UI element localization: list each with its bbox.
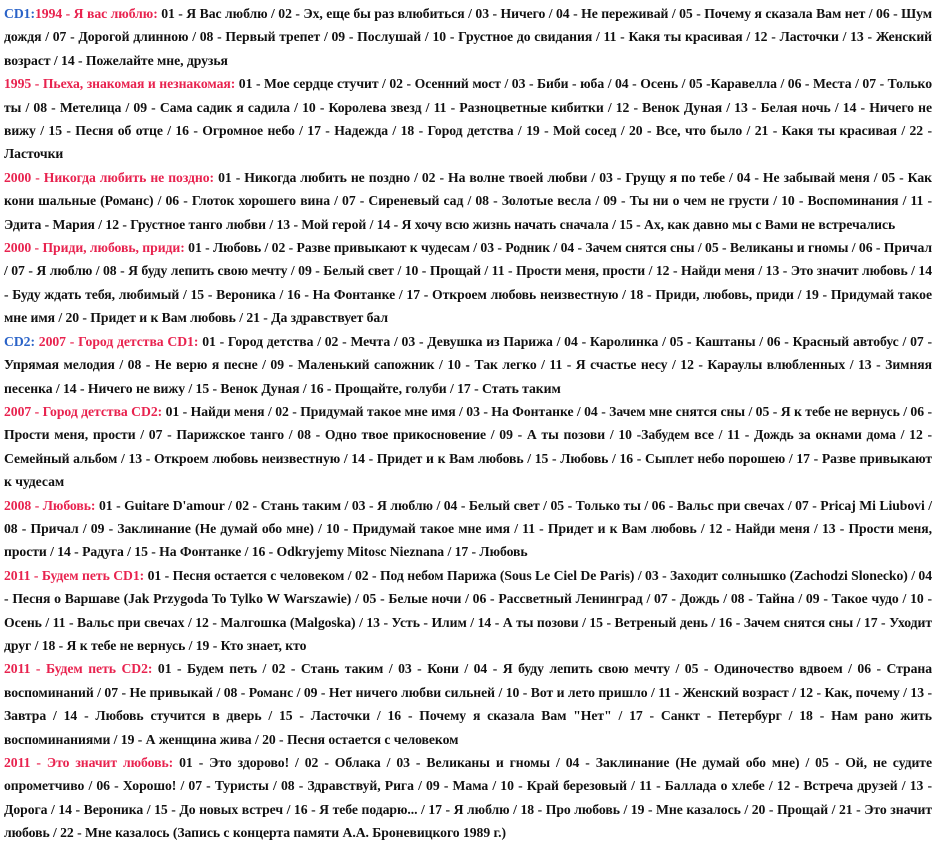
album-entry — [4, 72, 932, 166]
album-entry — [4, 166, 932, 236]
album-entry — [4, 2, 932, 72]
album-title: 2011 - Будем петь CD1: — [4, 567, 145, 583]
album-title: 2011 - Это значит любовь: — [4, 755, 174, 770]
track-list: 01 - Найди меня / 02 - Придумай такое мне имя / 03 - На Фонтанке / 04 - Зачем мне снятся сны / 05 - Я к тебе не вернусь / 06 - Прости меня, прости / 07 - Парижское танго / 08 - Одно твое прикосновение / 09 - А ты позови / 10 -Забудем все / 11 - Дождь за окнами дома / 12 - Семейный альбом / 13 - Откроем любовь неизвестную / 14 - Придет и к Вам любовь / 15 - Любовь / 16 - Сыплет небо порошею / 17 - Разве привыкают к чудесам — [4, 403, 932, 490]
album-title: 1994 - Я вас люблю: — [34, 6, 158, 21]
album-title: 2000 - Приди, любовь, приди: — [4, 240, 185, 256]
track-list: 01 - Город детства / 02 - Мечта / 03 - Девушка из Парижа / 04 - Каролинка / 05 - Каштаны / 06 - Красный автобус / 07 - Упрямая мелодия / 08 - Не верю я песне / 09 - Маленький сапожник / 10 - Так легко / 11 - Я счастье несу / 12 - Караулы влюбленных / 13 - Зимняя песенка / 14 - Ничего не вижу / 15 - Венок Дуная / 16 - Прощайте, голуби / 17 - Стать таким — [4, 333, 933, 396]
album-entry — [4, 236, 932, 330]
track-list: 01 - Никогда любить не поздно / 02 - На волне твоей любви / 03 - Грущу я по тебе / 04 - Не забывай меня / 05 - Как кони шальные (Романс) / 06 - Глоток хорошего вина / 07 - Сиреневый сад / 08 - Золотые весла / 09 - Ты ни о чем не грусти / 10 - Воспоминания / 11 - Эдита - Мария / 12 - Грустное танго любви / 13 - Мой герой / 14 - Я хочу всю жизнь начать сначала / 15 - Ах, как давно мы с Вами не встречались — [4, 169, 932, 232]
album-title: 2011 - Будем петь CD2: — [4, 661, 153, 677]
track-list: 01 - Guitare D'amour / 02 - Стань таким / 03 - Я люблю / 04 - Белый свет / 05 - Только ты / 06 - Вальс при свечах / 07 - Pricaj Mi Liubovi / 08 - Причал / 09 - Заклинание (Не думай обо мне) / 10 - Придумай такое мне имя / 11 - Придет и к Вам любовь / 12 - Найди меня / 13 - Прости меня, прости / 14 - Радуга / 15 - На Фонтанке / 16 - Odkryjemy Mitosc Nieznana / 17 - Любовь — [4, 497, 933, 560]
track-list: 01 - Любовь / 02 - Разве привыкают к чудесам / 03 - Родник / 04 - Зачем снятся сны / 05 - Великаны и гномы / 06 - Причал / 07 - Я люблю / 08 - Я буду лепить свою мечту / 09 - Белый свет / 10 - Прощай / 11 - Прости меня, прости / 12 - Найди меня / 13 - Это значит любовь / 14 - Буду ждать тебя, любимый / 15 - Вероника / 16 - На Фонтанке / 17 - Откроем любовь неизвестную / 18 - Приди, любовь, приди / 19 - Придумай такое мне имя / 20 - Придет и к Вам любовь / 21 - Да здравствует бал — [4, 240, 932, 326]
track-list: 01 - Мое сердце стучит / 02 - Осенний мост / 03 - Биби - юба / 04 - Осень / 05 -Каравелла / 06 - Места / 07 - Только ты / 08 - Метелица / 09 - Сама садик я садила / 10 - Королева звезд / 11 - Разноцветные кибитки / 12 - Венок Дуная / 13 - Белая ночь / 14 - Ничего не вижу / 15 - Песня об отце / 16 - Огромное небо / 17 - Надежда / 18 - Город детства / 19 - Мой сосед / 20 - Все, что было / 21 - Какя ты красивая / 22 - Ласточки — [4, 76, 932, 162]
album-entry — [4, 330, 932, 400]
album-entry — [4, 657, 932, 751]
album-title: 1995 - Пьеха, знакомая и незнакомая: — [4, 76, 236, 92]
track-list: 01 - Песня остается с человеком / 02 - Под небом Парижа (Sous Le Ciel De Paris) / 03 - Заходит солнышко (Zachodzi Slonecko) / 04 - Песня о Варшаве (Jak Przygoda To Tylko W Warszawie) / 05 - Белые ночи / 06 - Рассветный Ленинград / 07 - Дождь / 08 - Тайна / 09 - Такое чудо / 10 - Осень / 11 - Вальс при свечах / 12 - Малгошка (Malgoska) / 13 - Усть - Илим / 14 - А ты позови / 15 - Ветреный день / 16 - Зачем снятся сны / 17 - Уходит друг / 18 - Я к тебе не вернусь / 19 - Кто знает, кто — [4, 567, 933, 653]
cd-marker: CD1: — [4, 6, 35, 21]
album-title: 2007 - Город детства CD2: — [4, 403, 163, 419]
album-entry — [4, 751, 932, 845]
track-list: 01 - Будем петь / 02 - Стань таким / 03 - Кони / 04 - Я буду лепить свою мечту / 05 - Одиночество вдвоем / 06 - Страна воспоминаний / 07 - Не привыкай / 08 - Романс / 09 - Нет ничего любви сильней / 10 - Вот и лето пришло / 11 - Женский возраст / 12 - Как, почему / 13 - Завтра / 14 - Любовь стучится в дверь / 15 - Ласточки / 16 - Почему я сказала Вам "Нет" / 17 - Санкт - Петербург / 18 - Нам рано жить воспоминаниями / 19 - А женщина жива / 20 - Песня остается с человеком — [4, 661, 933, 747]
album-title: 2000 - Никогда любить не поздно: — [4, 169, 215, 185]
album-title: 2008 - Любовь: — [4, 497, 96, 513]
album-entry — [4, 494, 932, 564]
track-list: 01 - Я Вас люблю / 02 - Эх, еще бы раз влюбиться / 03 - Ничего / 04 - Не переживай / 05 - Почему я сказала Вам нет / 06 - Шум дождя / 07 - Дорогой длинною / 08 - Первый трепет / 09 - Послушай / 10 - Грустное до свидания / 11 - Какя ты красивая / 12 - Ласточки / 13 - Женский возраст / 14 - Пожелайте мне, друзья — [4, 6, 932, 68]
album-entry — [4, 400, 932, 494]
cd-marker: CD2: — [4, 333, 35, 349]
album-title: 2007 - Город детства CD1: — [34, 333, 199, 349]
album-entry — [4, 564, 932, 658]
track-list: 01 - Это здорово! / 02 - Облака / 03 - Великаны и гномы / 04 - Заклинание (Не думай обо мне) / 05 - Ой, не судите опрометчиво / 06 - Хорошо! / 07 - Туристы / 08 - Здравствуй, Рига / 09 - Мама / 10 - Край березовый / 11 - Баллада о хлебе / 12 - Встреча друзей / 13 - Дорога / 14 - Вероника / 15 - До новых встреч / 16 - Я тебе подарю... / 17 - Я люблю / 18 - Про любовь / 19 - Мне казалось / 20 - Прощай / 21 - Это значит любовь / 22 - Мне казалось (Запись с концерта памяти А.А. Броневицкого 1989 г.) — [4, 755, 932, 841]
